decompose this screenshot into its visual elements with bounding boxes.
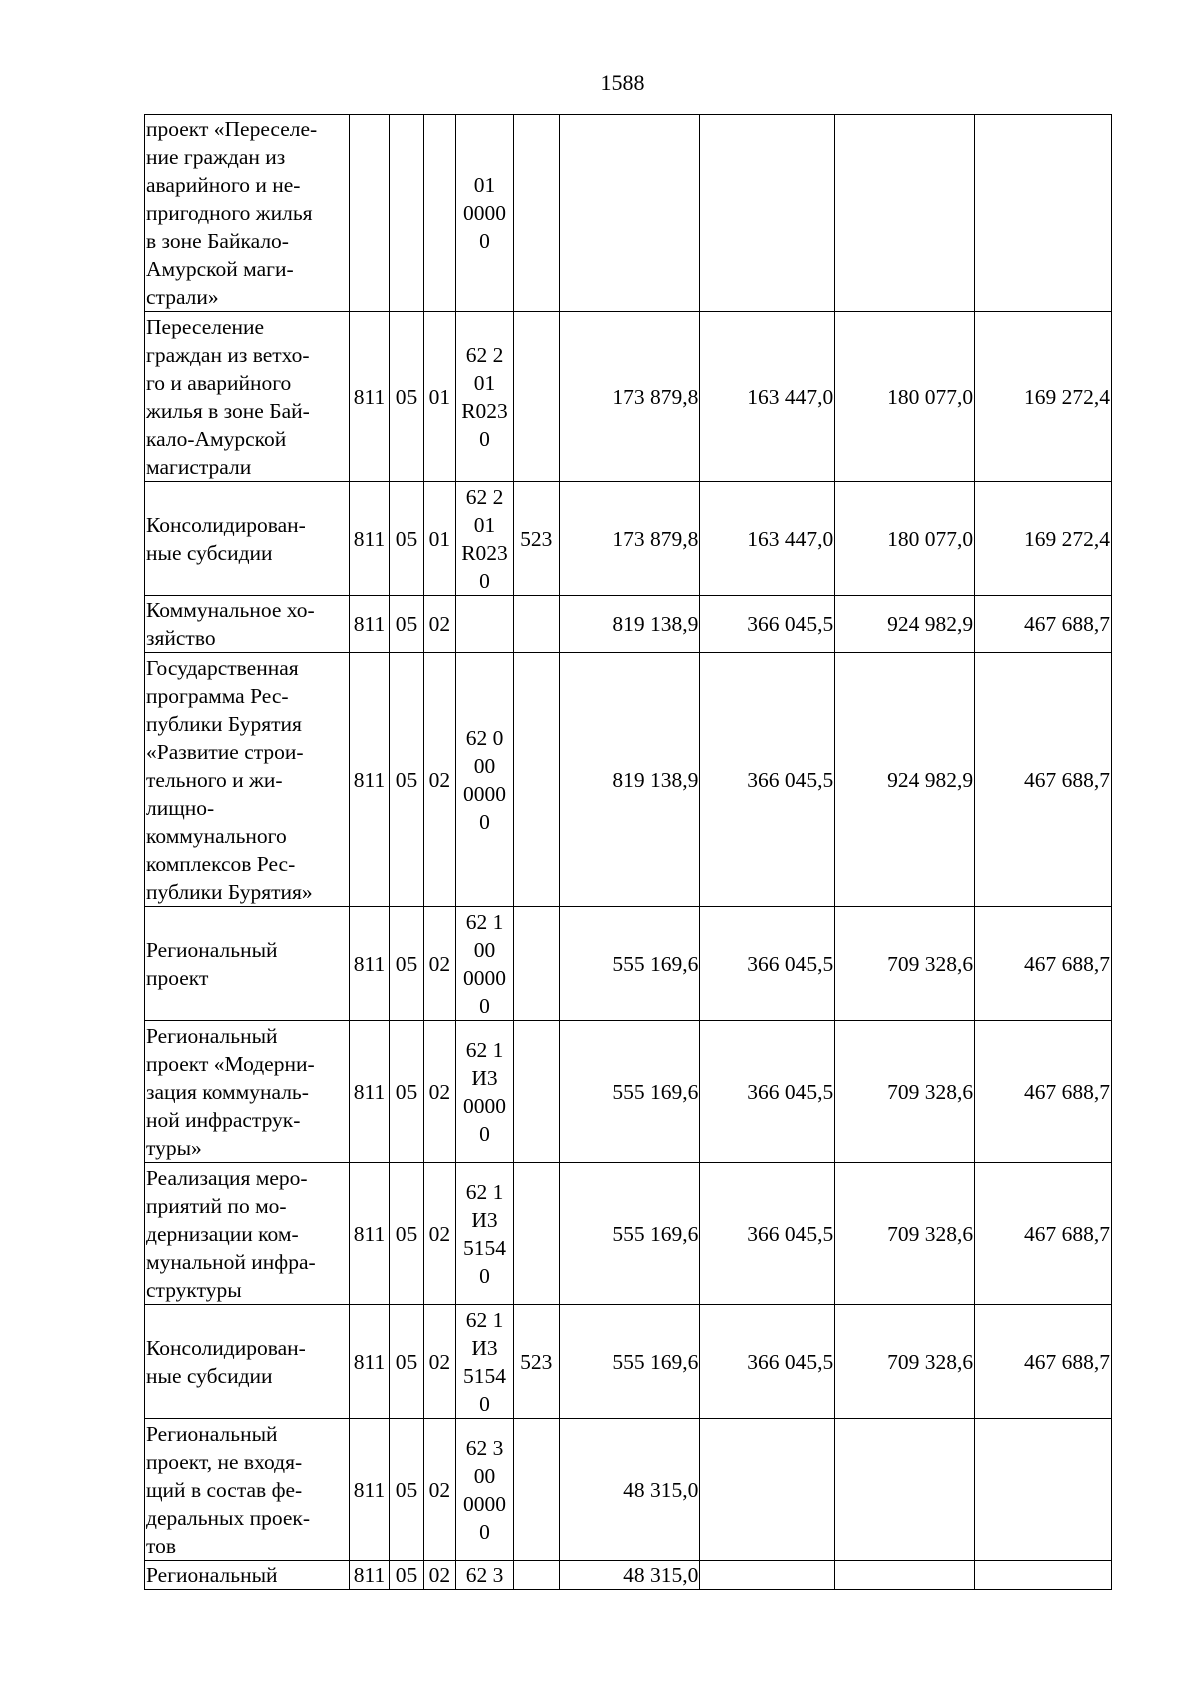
target-article-cell: 62 2 01 R023 0	[456, 482, 514, 596]
row-name-cell: Региональный проект, не входя- щий в состав фе- деральных проек- тов	[145, 1419, 350, 1561]
table-row	[145, 907, 1112, 1021]
row-name-cell: Государственная программа Рес- публики Бурятия «Развитие строи- тельного и жи- лищно- коммунального комплексов Рес- публики Бурятия»	[145, 653, 350, 907]
expense-type-cell	[513, 1163, 559, 1305]
amount-cell-1: 819 138,9	[559, 653, 700, 907]
row-name-cell: Региональный проект	[145, 907, 350, 1021]
amount-cell-1: 48 315,0	[559, 1419, 700, 1561]
amount-cell-2: 366 045,5	[700, 1163, 835, 1305]
target-article-cell: 62 1 И3 0000 0	[456, 1021, 514, 1163]
target-article-cell: 01 0000 0	[456, 115, 514, 312]
amount-cell-3	[835, 1419, 975, 1561]
amount-cell-4	[975, 1419, 1112, 1561]
expense-type-cell: 523	[513, 482, 559, 596]
subsection-code-cell: 02	[423, 1561, 455, 1590]
amount-cell-3: 709 328,6	[835, 907, 975, 1021]
subsection-code-cell: 02	[423, 653, 455, 907]
amount-cell-4: 467 688,7	[975, 1163, 1112, 1305]
target-article-cell	[456, 596, 514, 653]
row-name-cell: Реализация меро- приятий по мо- дернизации ком- мунальной инфра- структуры	[145, 1163, 350, 1305]
amount-cell-4: 467 688,7	[975, 907, 1112, 1021]
target-article-cell: 62 0 00 0000 0	[456, 653, 514, 907]
section-code-cell: 05	[390, 596, 423, 653]
ministry-code-cell: 811	[349, 1163, 390, 1305]
section-code-cell	[390, 115, 423, 312]
amount-cell-4: 467 688,7	[975, 1305, 1112, 1419]
amount-cell-4: 467 688,7	[975, 1021, 1112, 1163]
table-row	[145, 653, 1112, 907]
ministry-code-cell: 811	[349, 312, 390, 482]
subsection-code-cell: 02	[423, 1305, 455, 1419]
subsection-code-cell: 02	[423, 907, 455, 1021]
target-article-cell: 62 3	[456, 1561, 514, 1590]
table-row	[145, 115, 1112, 312]
table-row	[145, 1561, 1112, 1590]
ministry-code-cell: 811	[349, 482, 390, 596]
table-row	[145, 1021, 1112, 1163]
amount-cell-1: 819 138,9	[559, 596, 700, 653]
amount-cell-1: 173 879,8	[559, 482, 700, 596]
amount-cell-2	[700, 115, 835, 312]
subsection-code-cell: 02	[423, 1021, 455, 1163]
expense-type-cell	[513, 115, 559, 312]
expense-type-cell	[513, 312, 559, 482]
amount-cell-2: 366 045,5	[700, 907, 835, 1021]
amount-cell-3: 709 328,6	[835, 1305, 975, 1419]
subsection-code-cell: 02	[423, 1419, 455, 1561]
amount-cell-3: 924 982,9	[835, 653, 975, 907]
budget-table	[144, 114, 1112, 1590]
amount-cell-2: 163 447,0	[700, 482, 835, 596]
expense-type-cell	[513, 1419, 559, 1561]
amount-cell-2	[700, 1419, 835, 1561]
subsection-code-cell: 02	[423, 596, 455, 653]
row-name-cell: Коммунальное хо- зяйство	[145, 596, 350, 653]
target-article-cell: 62 1 И3 5154 0	[456, 1163, 514, 1305]
section-code-cell: 05	[390, 1021, 423, 1163]
expense-type-cell	[513, 653, 559, 907]
row-name-cell: Переселение граждан из ветхо- го и аварийного жилья в зоне Бай- кало-Амурской магистрали	[145, 312, 350, 482]
ministry-code-cell: 811	[349, 1419, 390, 1561]
target-article-cell: 62 2 01 R023 0	[456, 312, 514, 482]
subsection-code-cell: 02	[423, 1163, 455, 1305]
section-code-cell: 05	[390, 653, 423, 907]
amount-cell-1: 555 169,6	[559, 1163, 700, 1305]
subsection-code-cell: 01	[423, 312, 455, 482]
amount-cell-4	[975, 1561, 1112, 1590]
ministry-code-cell: 811	[349, 596, 390, 653]
amount-cell-3: 924 982,9	[835, 596, 975, 653]
amount-cell-3: 180 077,0	[835, 482, 975, 596]
ministry-code-cell: 811	[349, 1021, 390, 1163]
ministry-code-cell	[349, 115, 390, 312]
amount-cell-4: 467 688,7	[975, 653, 1112, 907]
expense-type-cell: 523	[513, 1305, 559, 1419]
table-row	[145, 1305, 1112, 1419]
subsection-code-cell: 01	[423, 482, 455, 596]
expense-type-cell	[513, 1561, 559, 1590]
row-name-cell: Консолидирован- ные субсидии	[145, 482, 350, 596]
table-body	[145, 115, 1112, 1590]
amount-cell-4: 467 688,7	[975, 596, 1112, 653]
page-number: 1588	[600, 70, 645, 95]
amount-cell-1: 173 879,8	[559, 312, 700, 482]
section-code-cell: 05	[390, 1561, 423, 1590]
table-row	[145, 596, 1112, 653]
ministry-code-cell: 811	[349, 653, 390, 907]
target-article-cell: 62 3 00 0000 0	[456, 1419, 514, 1561]
section-code-cell: 05	[390, 1419, 423, 1561]
amount-cell-2	[700, 1561, 835, 1590]
amount-cell-3: 180 077,0	[835, 312, 975, 482]
amount-cell-3	[835, 1561, 975, 1590]
amount-cell-2: 366 045,5	[700, 1305, 835, 1419]
target-article-cell: 62 1 И3 5154 0	[456, 1305, 514, 1419]
expense-type-cell	[513, 907, 559, 1021]
amount-cell-2: 163 447,0	[700, 312, 835, 482]
amount-cell-2: 366 045,5	[700, 1021, 835, 1163]
amount-cell-1: 555 169,6	[559, 1021, 700, 1163]
expense-type-cell	[513, 596, 559, 653]
row-name-cell: Консолидирован- ные субсидии	[145, 1305, 350, 1419]
amount-cell-4: 169 272,4	[975, 482, 1112, 596]
table-row	[145, 1419, 1112, 1561]
section-code-cell: 05	[390, 1163, 423, 1305]
section-code-cell: 05	[390, 1305, 423, 1419]
table-row	[145, 482, 1112, 596]
amount-cell-3: 709 328,6	[835, 1163, 975, 1305]
row-name-cell: Региональный проект «Модерни- зация коммуналь- ной инфраструк- туры»	[145, 1021, 350, 1163]
amount-cell-4: 169 272,4	[975, 312, 1112, 482]
amount-cell-1: 555 169,6	[559, 907, 700, 1021]
amount-cell-1: 555 169,6	[559, 1305, 700, 1419]
amount-cell-3	[835, 115, 975, 312]
row-name-cell: проект «Переселе- ние граждан из аварийного и не- пригодного жилья в зоне Байкало- Амурской маги- страли»	[145, 115, 350, 312]
target-article-cell: 62 1 00 0000 0	[456, 907, 514, 1021]
amount-cell-2: 366 045,5	[700, 653, 835, 907]
ministry-code-cell: 811	[349, 1305, 390, 1419]
ministry-code-cell: 811	[349, 1561, 390, 1590]
amount-cell-1: 48 315,0	[559, 1561, 700, 1590]
table-row	[145, 1163, 1112, 1305]
amount-cell-4	[975, 115, 1112, 312]
section-code-cell: 05	[390, 312, 423, 482]
subsection-code-cell	[423, 115, 455, 312]
ministry-code-cell: 811	[349, 907, 390, 1021]
row-name-cell: Региональный	[145, 1561, 350, 1590]
section-code-cell: 05	[390, 907, 423, 1021]
amount-cell-2: 366 045,5	[700, 596, 835, 653]
amount-cell-1	[559, 115, 700, 312]
expense-type-cell	[513, 1021, 559, 1163]
section-code-cell: 05	[390, 482, 423, 596]
amount-cell-3: 709 328,6	[835, 1021, 975, 1163]
table-row	[145, 312, 1112, 482]
